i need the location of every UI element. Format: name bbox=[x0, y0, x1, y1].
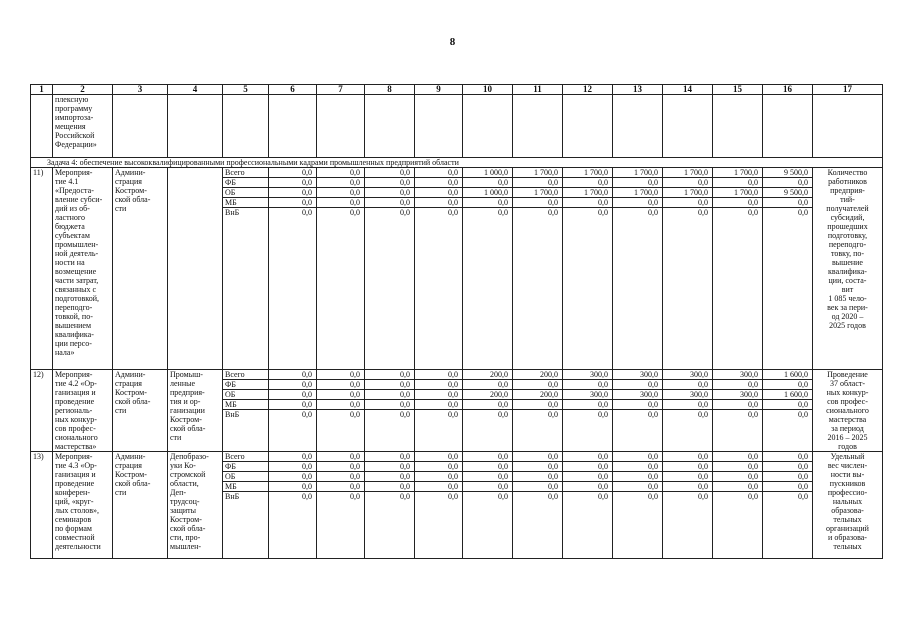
funding-value: 0,0 bbox=[663, 462, 713, 472]
funding-value: 0,0 bbox=[663, 400, 713, 410]
funding-value: 0,0 bbox=[713, 410, 763, 452]
funding-value: 0,0 bbox=[713, 462, 763, 472]
funding-value: 0,0 bbox=[317, 178, 365, 188]
funding-value: 0,0 bbox=[513, 178, 563, 188]
funding-value: 0,0 bbox=[663, 482, 713, 492]
funding-value: 1 700,0 bbox=[663, 168, 713, 178]
funding-value: 1 700,0 bbox=[613, 188, 663, 198]
funding-value: 0,0 bbox=[463, 208, 513, 370]
continuation-cell bbox=[269, 95, 317, 158]
funding-value: 0,0 bbox=[763, 208, 813, 370]
activity-name: Мероприя- тие 4.1 «Предоста- вление субси- дий из об- ластного бюджета субъектам промышлен- ной деятель- ности на возмещение части затрат, связанных с подготовкой, переподго- товкой, по- вышением квалифика- ции персо- нала» bbox=[53, 168, 113, 370]
funding-value: 0,0 bbox=[513, 400, 563, 410]
funding-source: ВнБ bbox=[223, 492, 269, 559]
funding-value: 0,0 bbox=[317, 168, 365, 178]
funding-value: 0,0 bbox=[269, 370, 317, 380]
funding-value: 1 700,0 bbox=[563, 168, 613, 178]
funding-value: 0,0 bbox=[415, 168, 463, 178]
funding-value: 0,0 bbox=[269, 208, 317, 370]
funding-value: 0,0 bbox=[513, 208, 563, 370]
funding-value: 300,0 bbox=[563, 370, 613, 380]
funding-value: 0,0 bbox=[463, 452, 513, 462]
funding-value: 0,0 bbox=[317, 492, 365, 559]
funding-value: 1 700,0 bbox=[613, 168, 663, 178]
continuation-cell bbox=[31, 95, 53, 158]
column-header: 7 bbox=[317, 85, 365, 95]
funding-value: 0,0 bbox=[713, 400, 763, 410]
funding-value: 0,0 bbox=[613, 178, 663, 188]
responsible-executor: Админи- страция Костром- ской обла- сти bbox=[113, 452, 168, 559]
funding-value: 0,0 bbox=[269, 492, 317, 559]
funding-value: 1 700,0 bbox=[663, 188, 713, 198]
funding-value: 0,0 bbox=[317, 400, 365, 410]
funding-value: 0,0 bbox=[415, 198, 463, 208]
funding-value: 0,0 bbox=[269, 188, 317, 198]
continuation-cell bbox=[317, 95, 365, 158]
funding-value: 0,0 bbox=[563, 462, 613, 472]
expected-result: Проведение 37 област- ных конкур- сов профес- сионального мастерства за период 2016 – 2025 годов bbox=[813, 370, 883, 452]
continuation-cell bbox=[513, 95, 563, 158]
funding-value: 0,0 bbox=[763, 462, 813, 472]
column-header: 11 bbox=[513, 85, 563, 95]
funding-value: 0,0 bbox=[415, 492, 463, 559]
funding-value: 0,0 bbox=[365, 208, 415, 370]
responsible-executor: Админи- страция Костром- ской обла- сти bbox=[113, 370, 168, 452]
funding-value: 1 700,0 bbox=[713, 168, 763, 178]
funding-value: 0,0 bbox=[613, 482, 663, 492]
funding-value: 0,0 bbox=[563, 492, 613, 559]
funding-value: 0,0 bbox=[415, 410, 463, 452]
funding-source: МБ bbox=[223, 198, 269, 208]
funding-value: 0,0 bbox=[269, 410, 317, 452]
funding-value: 0,0 bbox=[713, 380, 763, 390]
funding-value: 0,0 bbox=[513, 410, 563, 452]
activity-row bbox=[31, 168, 883, 178]
funding-value: 0,0 bbox=[365, 492, 415, 559]
funding-source: ОБ bbox=[223, 188, 269, 198]
funding-value: 0,0 bbox=[317, 472, 365, 482]
funding-source: ФБ bbox=[223, 380, 269, 390]
funding-value: 0,0 bbox=[763, 452, 813, 462]
column-header: 3 bbox=[113, 85, 168, 95]
funding-value: 0,0 bbox=[563, 380, 613, 390]
funding-value: 0,0 bbox=[663, 208, 713, 370]
program-activities-table bbox=[30, 84, 883, 559]
row-number: 12) bbox=[31, 370, 53, 452]
funding-value: 0,0 bbox=[365, 472, 415, 482]
continuation-cell bbox=[763, 95, 813, 158]
funding-value: 0,0 bbox=[463, 492, 513, 559]
funding-value: 0,0 bbox=[463, 482, 513, 492]
funding-value: 0,0 bbox=[317, 370, 365, 380]
funding-value: 0,0 bbox=[463, 198, 513, 208]
funding-value: 0,0 bbox=[563, 472, 613, 482]
column-header: 13 bbox=[613, 85, 663, 95]
funding-value: 0,0 bbox=[513, 482, 563, 492]
continuation-cell bbox=[113, 95, 168, 158]
continuation-cell bbox=[415, 95, 463, 158]
continuation-cell bbox=[168, 95, 223, 158]
funding-value: 1 700,0 bbox=[513, 188, 563, 198]
funding-source: ОБ bbox=[223, 390, 269, 400]
funding-value: 0,0 bbox=[415, 208, 463, 370]
funding-value: 0,0 bbox=[713, 472, 763, 482]
funding-value: 200,0 bbox=[513, 390, 563, 400]
funding-value: 0,0 bbox=[415, 380, 463, 390]
funding-value: 0,0 bbox=[663, 198, 713, 208]
funding-value: 0,0 bbox=[269, 390, 317, 400]
continuation-cell: плексную программу импортоза- мещения Российской Федерации» bbox=[53, 95, 113, 158]
funding-value: 0,0 bbox=[613, 452, 663, 462]
funding-value: 0,0 bbox=[763, 410, 813, 452]
funding-source: ВнБ bbox=[223, 410, 269, 452]
funding-value: 0,0 bbox=[663, 492, 713, 559]
funding-value: 0,0 bbox=[415, 472, 463, 482]
funding-value: 300,0 bbox=[613, 390, 663, 400]
funding-value: 0,0 bbox=[513, 452, 563, 462]
funding-value: 0,0 bbox=[563, 452, 613, 462]
funding-value: 0,0 bbox=[317, 452, 365, 462]
task-title: Задача 4: обеспечение высококвалифицированными профессиональными кадрами промышленных предприятий области bbox=[31, 158, 883, 168]
funding-value: 1 600,0 bbox=[763, 370, 813, 380]
funding-source: МБ bbox=[223, 482, 269, 492]
funding-value: 0,0 bbox=[513, 492, 563, 559]
continuation-cell bbox=[223, 95, 269, 158]
funding-value: 0,0 bbox=[513, 380, 563, 390]
funding-source: ОБ bbox=[223, 472, 269, 482]
row-number: 11) bbox=[31, 168, 53, 370]
funding-source: Всего bbox=[223, 452, 269, 462]
funding-value: 0,0 bbox=[269, 400, 317, 410]
funding-value: 0,0 bbox=[415, 462, 463, 472]
funding-value: 0,0 bbox=[269, 482, 317, 492]
funding-value: 9 500,0 bbox=[763, 188, 813, 198]
responsible-executor: Админи- страция Костром- ской обла- сти bbox=[113, 168, 168, 370]
activity-name: Мероприя- тие 4.3 «Ор- ганизация и проведение конферен- ций, «круг- лых столов», семинаров по формам совместной деятельности bbox=[53, 452, 113, 559]
column-header: 17 bbox=[813, 85, 883, 95]
funding-value: 0,0 bbox=[317, 390, 365, 400]
funding-value: 1 000,0 bbox=[463, 188, 513, 198]
funding-value: 0,0 bbox=[365, 482, 415, 492]
column-header: 4 bbox=[168, 85, 223, 95]
funding-value: 0,0 bbox=[713, 482, 763, 492]
continuation-cell bbox=[563, 95, 613, 158]
funding-value: 0,0 bbox=[463, 178, 513, 188]
funding-value: 0,0 bbox=[713, 198, 763, 208]
funding-value: 0,0 bbox=[415, 188, 463, 198]
continuation-cell bbox=[365, 95, 415, 158]
funding-value: 0,0 bbox=[713, 452, 763, 462]
column-header: 16 bbox=[763, 85, 813, 95]
funding-value: 0,0 bbox=[365, 462, 415, 472]
funding-value: 0,0 bbox=[269, 462, 317, 472]
funding-value: 0,0 bbox=[365, 452, 415, 462]
column-header: 1 bbox=[31, 85, 53, 95]
funding-value: 0,0 bbox=[663, 452, 713, 462]
funding-value: 0,0 bbox=[663, 472, 713, 482]
funding-value: 0,0 bbox=[365, 370, 415, 380]
funding-value: 0,0 bbox=[563, 208, 613, 370]
funding-source: ВнБ bbox=[223, 208, 269, 370]
expected-result: Количество работников предприя- тий- получателей субсидий, прошедших подготовку, переподго- товку, по- вышение квалифика- ции, соста- вит 1 085 чело- век за пери- од 2020 – 2025 годов bbox=[813, 168, 883, 370]
funding-value: 0,0 bbox=[463, 472, 513, 482]
funding-value: 1 700,0 bbox=[563, 188, 613, 198]
header-row bbox=[31, 85, 883, 95]
funding-value: 0,0 bbox=[365, 400, 415, 410]
funding-value: 0,0 bbox=[415, 400, 463, 410]
funding-value: 1 700,0 bbox=[513, 168, 563, 178]
continuation-row bbox=[31, 95, 883, 158]
funding-value: 200,0 bbox=[463, 370, 513, 380]
funding-value: 0,0 bbox=[763, 400, 813, 410]
funding-value: 0,0 bbox=[763, 472, 813, 482]
continuation-cell bbox=[813, 95, 883, 158]
funding-value: 0,0 bbox=[415, 452, 463, 462]
funding-value: 0,0 bbox=[415, 370, 463, 380]
activity-row bbox=[31, 370, 883, 380]
continuation-cell bbox=[663, 95, 713, 158]
funding-value: 0,0 bbox=[365, 178, 415, 188]
funding-value: 0,0 bbox=[365, 188, 415, 198]
funding-value: 0,0 bbox=[513, 198, 563, 208]
column-header: 2 bbox=[53, 85, 113, 95]
funding-source: МБ bbox=[223, 400, 269, 410]
funding-value: 1 000,0 bbox=[463, 168, 513, 178]
funding-value: 0,0 bbox=[663, 380, 713, 390]
funding-value: 0,0 bbox=[613, 410, 663, 452]
funding-value: 0,0 bbox=[713, 492, 763, 559]
funding-value: 0,0 bbox=[365, 410, 415, 452]
funding-value: 0,0 bbox=[513, 472, 563, 482]
column-header: 6 bbox=[269, 85, 317, 95]
co-executors bbox=[168, 168, 223, 370]
column-header: 10 bbox=[463, 85, 513, 95]
column-header: 9 bbox=[415, 85, 463, 95]
funding-value: 0,0 bbox=[317, 208, 365, 370]
funding-value: 0,0 bbox=[613, 400, 663, 410]
funding-value: 1 600,0 bbox=[763, 390, 813, 400]
funding-value: 0,0 bbox=[663, 410, 713, 452]
funding-value: 300,0 bbox=[663, 390, 713, 400]
funding-value: 200,0 bbox=[463, 390, 513, 400]
funding-value: 0,0 bbox=[613, 472, 663, 482]
funding-value: 300,0 bbox=[613, 370, 663, 380]
funding-value: 0,0 bbox=[317, 410, 365, 452]
funding-value: 300,0 bbox=[563, 390, 613, 400]
expected-result: Удельный вес числен- ности вы- пускников профессио- нальных образова- тельных организаций и образова- тельных bbox=[813, 452, 883, 559]
column-header: 14 bbox=[663, 85, 713, 95]
task-row bbox=[31, 158, 883, 168]
activity-row bbox=[31, 452, 883, 462]
funding-value: 0,0 bbox=[713, 208, 763, 370]
funding-value: 300,0 bbox=[663, 370, 713, 380]
funding-value: 300,0 bbox=[713, 370, 763, 380]
funding-value: 0,0 bbox=[365, 198, 415, 208]
funding-value: 0,0 bbox=[317, 462, 365, 472]
funding-value: 0,0 bbox=[415, 178, 463, 188]
funding-value: 0,0 bbox=[663, 178, 713, 188]
funding-value: 0,0 bbox=[563, 400, 613, 410]
column-header: 12 bbox=[563, 85, 613, 95]
column-header: 5 bbox=[223, 85, 269, 95]
continuation-cell bbox=[463, 95, 513, 158]
funding-value: 0,0 bbox=[563, 198, 613, 208]
funding-value: 0,0 bbox=[613, 462, 663, 472]
funding-value: 0,0 bbox=[463, 400, 513, 410]
funding-value: 9 500,0 bbox=[763, 168, 813, 178]
funding-value: 0,0 bbox=[365, 390, 415, 400]
column-header: 8 bbox=[365, 85, 415, 95]
funding-value: 0,0 bbox=[269, 472, 317, 482]
funding-value: 0,0 bbox=[415, 390, 463, 400]
funding-source: Всего bbox=[223, 370, 269, 380]
funding-value: 0,0 bbox=[613, 198, 663, 208]
funding-value: 0,0 bbox=[763, 492, 813, 559]
funding-value: 0,0 bbox=[563, 410, 613, 452]
funding-value: 0,0 bbox=[317, 482, 365, 492]
funding-value: 200,0 bbox=[513, 370, 563, 380]
column-header: 15 bbox=[713, 85, 763, 95]
funding-value: 300,0 bbox=[713, 390, 763, 400]
funding-value: 0,0 bbox=[563, 178, 613, 188]
funding-value: 0,0 bbox=[463, 462, 513, 472]
funding-value: 0,0 bbox=[317, 188, 365, 198]
funding-value: 0,0 bbox=[713, 178, 763, 188]
funding-value: 0,0 bbox=[763, 482, 813, 492]
funding-value: 0,0 bbox=[613, 208, 663, 370]
row-number: 13) bbox=[31, 452, 53, 559]
funding-value: 0,0 bbox=[365, 168, 415, 178]
funding-value: 0,0 bbox=[463, 380, 513, 390]
funding-value: 0,0 bbox=[763, 178, 813, 188]
funding-source: Всего bbox=[223, 168, 269, 178]
funding-value: 0,0 bbox=[463, 410, 513, 452]
funding-value: 1 700,0 bbox=[713, 188, 763, 198]
funding-value: 0,0 bbox=[513, 462, 563, 472]
co-executors: Промыш- ленные предприя- тия и ор- ганизации Костром- ской обла- сти bbox=[168, 370, 223, 452]
co-executors: Депобразо- уки Ко- стромской области, Деп- трудсоц- защиты Костром- ской обла- сти, про- мышлен- bbox=[168, 452, 223, 559]
funding-value: 0,0 bbox=[317, 198, 365, 208]
funding-value: 0,0 bbox=[415, 482, 463, 492]
funding-value: 0,0 bbox=[317, 380, 365, 390]
funding-value: 0,0 bbox=[763, 380, 813, 390]
activity-name: Мероприя- тие 4.2 «Ор- ганизация и проведение региональ- ных конкур- сов профес- сионального мастерства» bbox=[53, 370, 113, 452]
funding-value: 0,0 bbox=[269, 168, 317, 178]
funding-value: 0,0 bbox=[269, 380, 317, 390]
funding-source: ФБ bbox=[223, 462, 269, 472]
funding-value: 0,0 bbox=[613, 492, 663, 559]
funding-value: 0,0 bbox=[563, 482, 613, 492]
funding-value: 0,0 bbox=[269, 452, 317, 462]
continuation-cell bbox=[613, 95, 663, 158]
funding-source: ФБ bbox=[223, 178, 269, 188]
funding-value: 0,0 bbox=[269, 198, 317, 208]
funding-value: 0,0 bbox=[763, 198, 813, 208]
funding-value: 0,0 bbox=[365, 380, 415, 390]
continuation-cell bbox=[713, 95, 763, 158]
funding-value: 0,0 bbox=[613, 380, 663, 390]
page-number: 8 bbox=[449, 36, 456, 48]
funding-value: 0,0 bbox=[269, 178, 317, 188]
